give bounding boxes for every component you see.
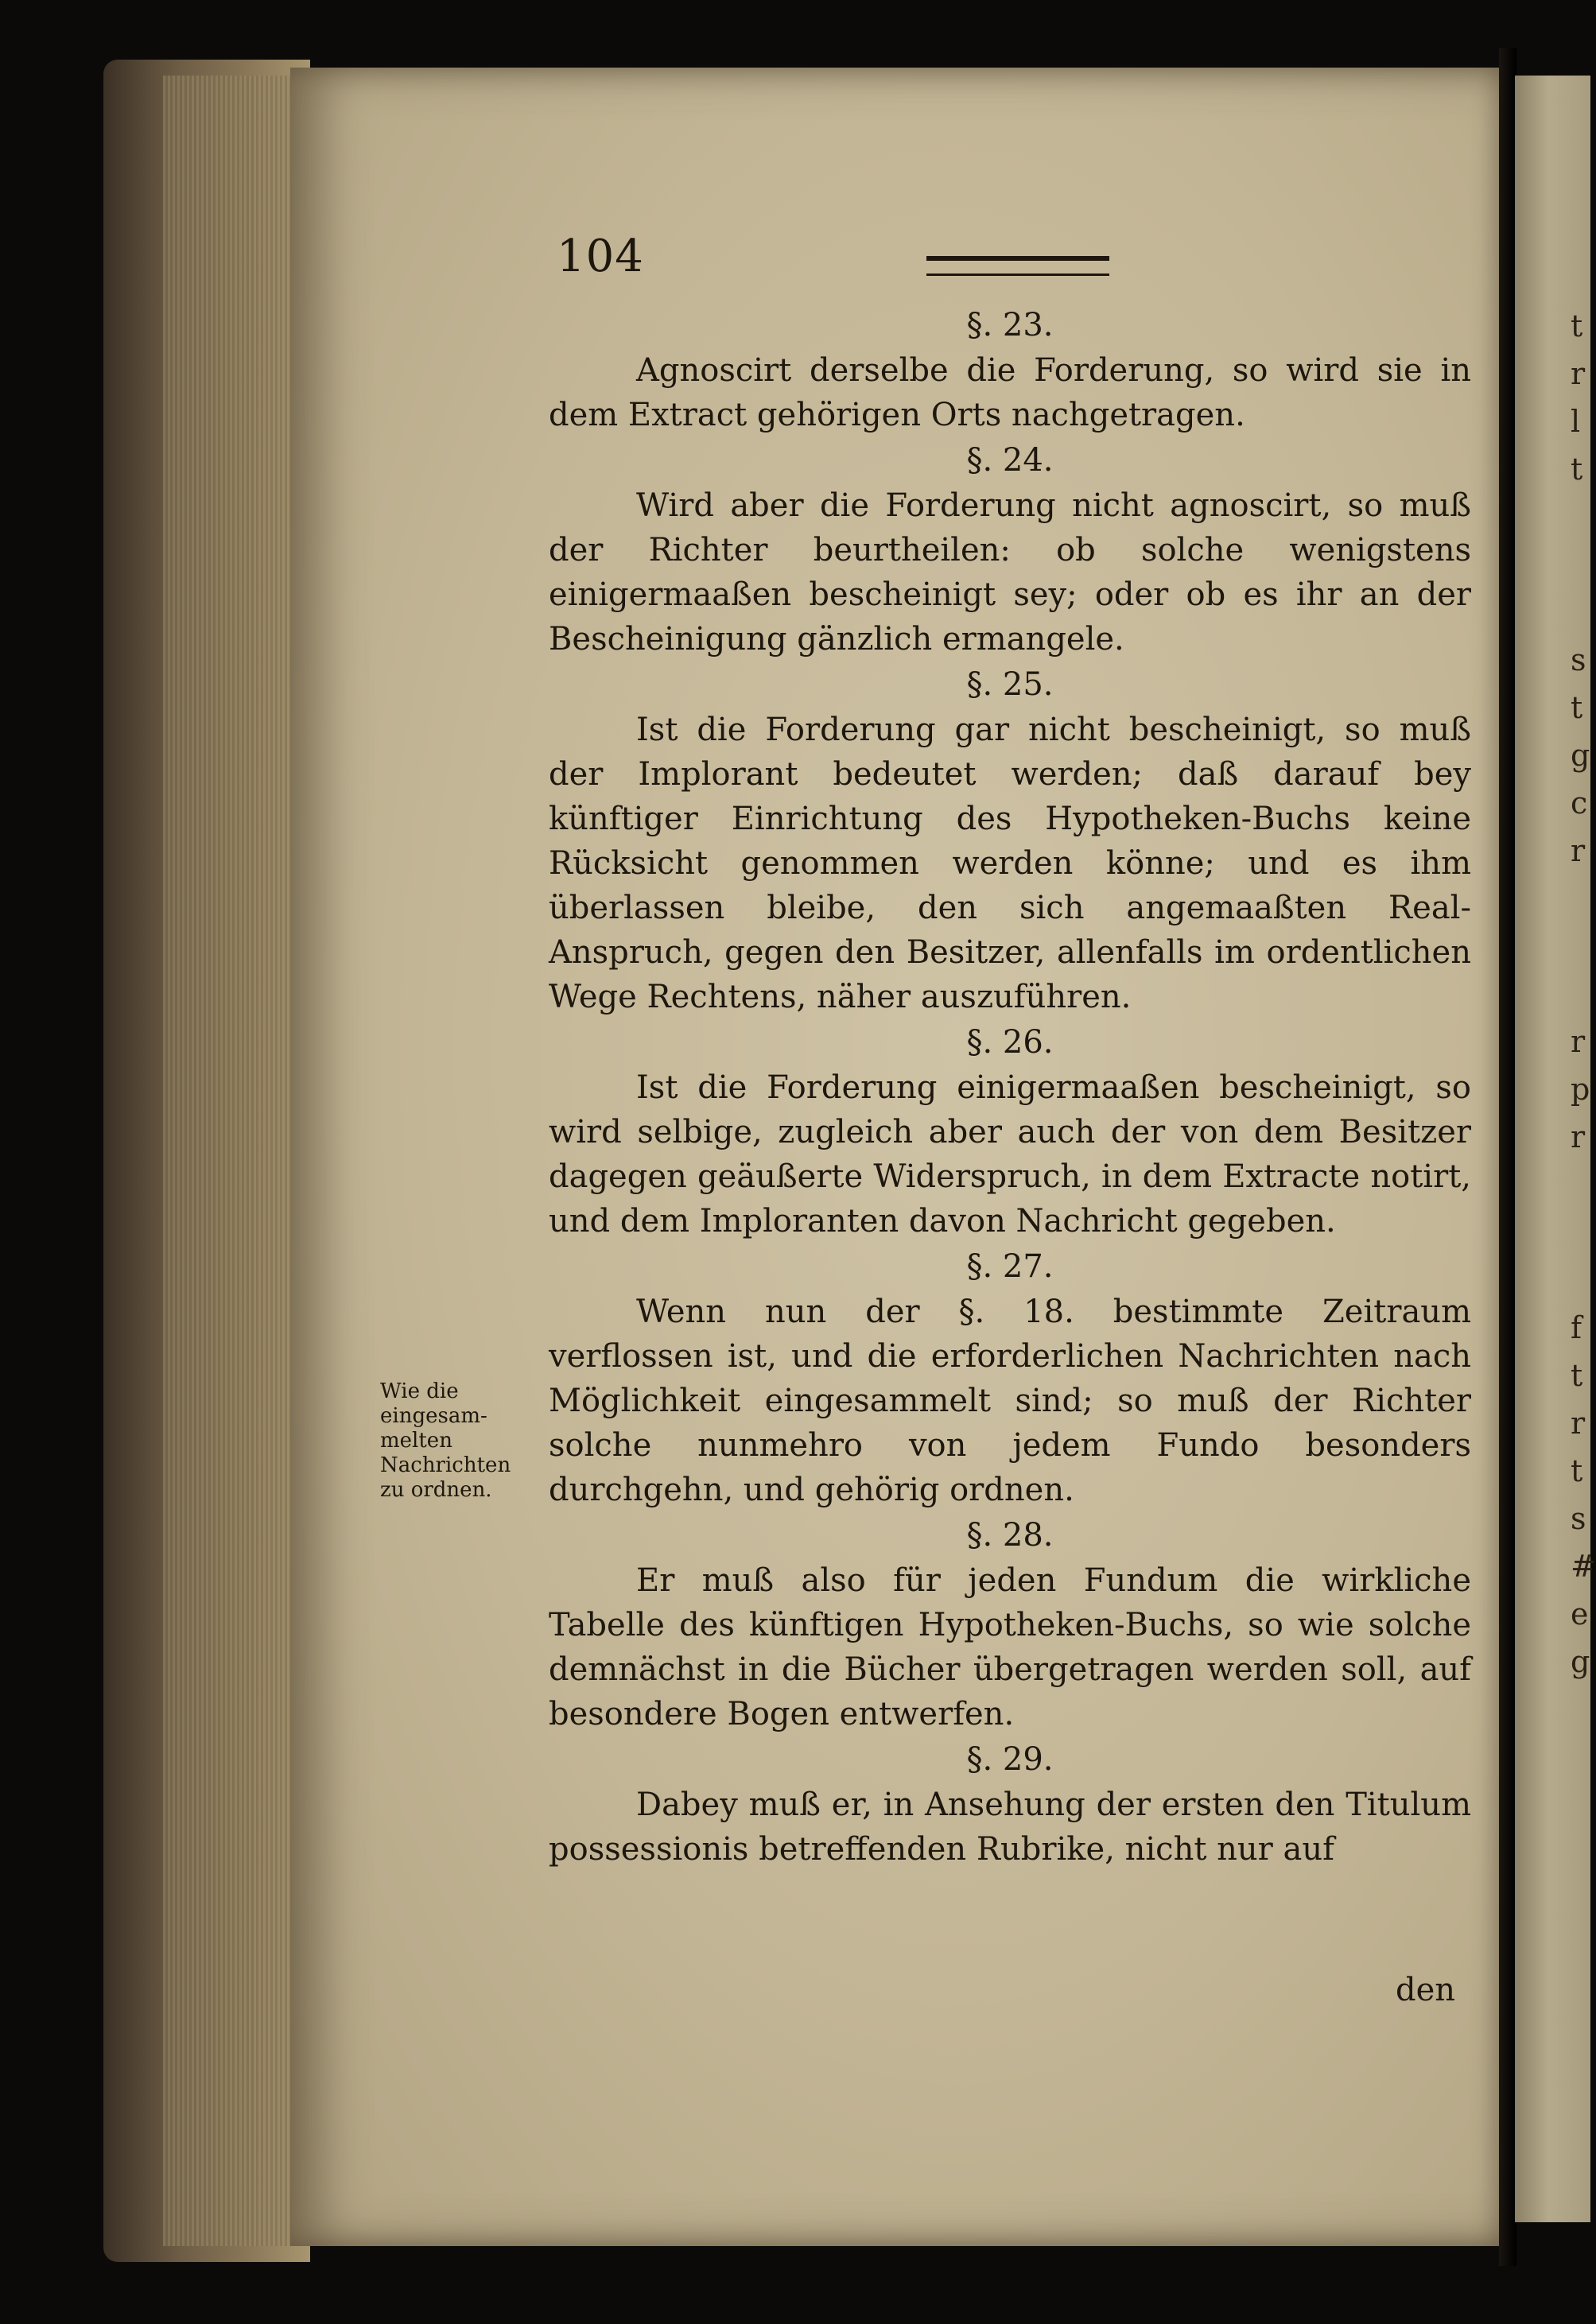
section-29 [549,1736,1471,1872]
section-paragraph: Dabey muß er, in Ansehung der ersten den Titulum possessionis betreffenden Rubrike, nicht nur auf [549,1787,1471,1868]
section-heading: §. 28. [966,1517,1054,1554]
section-heading: §. 24. [966,442,1054,479]
section-heading: §. 25. [966,666,1054,703]
facing-page-fragment: t r l t s t g c r r p r f t r t s # e g [1571,308,1596,1679]
section-paragraph: Wird aber die Forderung nicht agnoscirt, so muß der Richter beurtheilen: ob solche wenigstens einigermaaßen bescheinigt sey; oder ob es ihr an der Bescheinigung gänzlich ermangele. [549,487,1471,658]
section-paragraph: Agnoscirt derselbe die Forderung, so wird sie in dem Extract gehörigen Orts nachgetragen. [549,352,1471,433]
catchword: den [1396,1972,1456,2008]
section-23 [549,302,1471,437]
section-heading: §. 26. [966,1024,1054,1061]
section-25 [549,662,1471,1019]
main-text [549,302,1471,1872]
section-paragraph: Ist die Forderung einigermaaßen bescheinigt, so wird selbige, zugleich aber auch der von dem Besitzer dagegen geäußerte Widerspruch, in dem Extracte notirt, und dem Imploranten davon Nachricht gegeben. [549,1069,1471,1240]
section-28 [549,1512,1471,1736]
marginal-note: Wie die eingesam- melten Nachrichten zu ordnen. [380,1379,511,1502]
page-header [557,231,1113,286]
section-paragraph: Ist die Forderung gar nicht bescheinigt, so muß der Implorant bedeutet werden; daß darauf bey künftiger Einrichtung des Hypotheken-Buchs keine Rücksicht genommen werden könne; und es ihm überlassen bleibe, den sich angemaaßten Real-Anspruch, gegen den Besitzer, allenfalls im ordentlichen Wege Rechtens, näher auszuführen. [549,712,1471,1015]
section-27 [549,1243,1471,1512]
section-heading: §. 29. [966,1741,1054,1778]
header-rule [926,256,1109,276]
page-stack [163,76,306,2246]
book-gutter [1499,48,1516,2266]
section-heading: §. 27. [966,1248,1054,1285]
section-heading: §. 23. [966,307,1054,343]
section-24 [549,437,1471,662]
section-paragraph: Er muß also für jeden Fundum die wirkliche Tabelle des künftigen Hypotheken-Buchs, so wie solche demnächst in die Bücher übergetragen werden soll, auf besondere Bogen entwerfen. [549,1562,1471,1732]
section-paragraph: Wenn nun der §. 18. bestimmte Zeitraum verflossen ist, und die erforderlichen Nachrichten nach Möglichkeit eingesammelt sind; so muß der Richter solche nunmehro von jedem Fundo besonders durchgehn, und gehörig ordnen. [549,1294,1471,1508]
section-26 [549,1019,1471,1243]
page-number: 104 [557,231,644,282]
